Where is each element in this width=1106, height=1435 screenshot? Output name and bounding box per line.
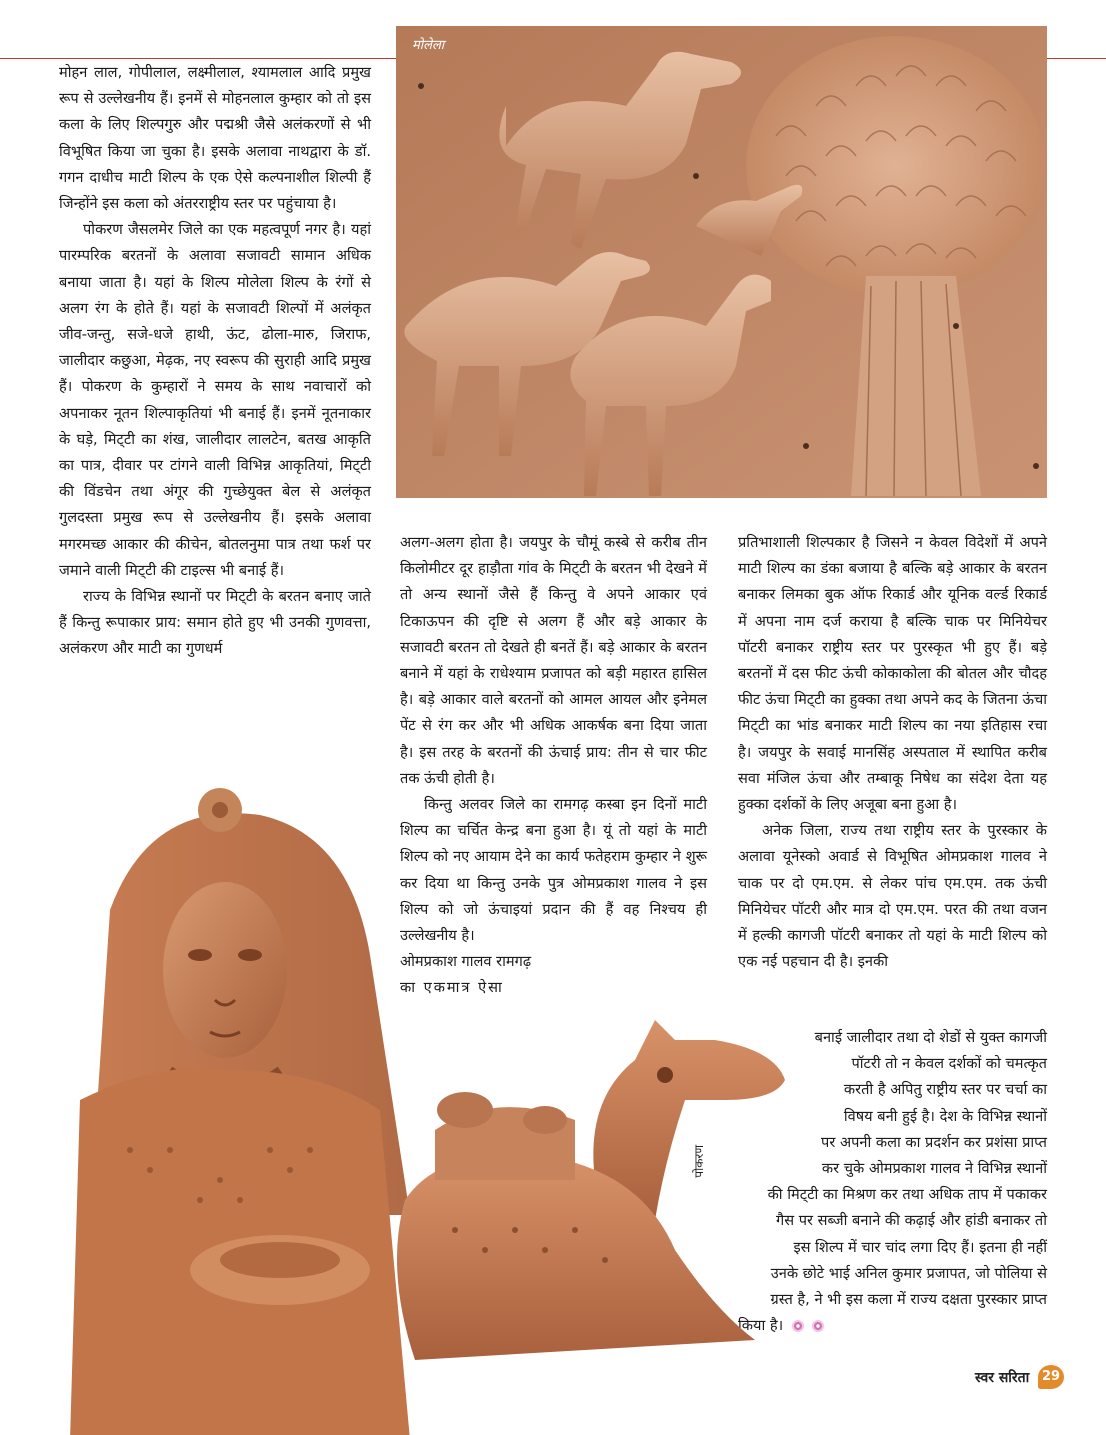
woman-statue-photo [20,770,440,1435]
molela-relief-photo [396,26,1047,498]
camel-statue-illustration [395,1000,790,1385]
flower-ornament-icon [792,1320,804,1332]
header-rule-right [1047,58,1106,59]
wrap-line: पॉटरी तो न केवल दर्शकों को चमत्कृत [851,1055,1047,1073]
column-2 [400,530,707,1002]
wrap-line: विषय बनी हुई है। देश के विभिन्न स्थानों [843,1107,1047,1125]
wrap-line: पर अपनी कला का प्रदर्शन कर प्रशंसा प्राप्त [821,1133,1047,1151]
camel-caption: पोकरण [692,1145,706,1178]
col2-paragraph-2: किन्तु अलवर जिले का रामगढ़ कस्बा इन दिनों माटी शिल्प का चर्चित केन्द्र बना हुआ है। यूं तो यहां के माटी शिल्प को नए आयाम देने का कार्य फतेहराम कुम्हार ने शुरू कर दिया था किन्तु उनके पुत्र ओमप्रकाश गालव ने इस शिल्प को जो ऊंचाइयां प्रदान की हैं वह निश्चय ही उल्लेखनीय है। [400,796,707,945]
camel-statue-photo [395,1000,790,1385]
col2-paragraph-1: अलग-अलग होता है। जयपुर के चौमूं कस्बे से करीब तीन किलोमीटर दूर हाड़ौता गांव के मिट्‌टी के बरतन भी देखने में तो अन्य स्थानों जैसे हैं किन्तु वे अपने आकार एवं टिकाऊपन की दृष्टि से अलग हैं और बड़े आकार के सजावटी बरतन तो देखते ही बनतें हैं। बड़े आकार के बरतन बनाने में यहां के राधेश्याम प्रजापत को बड़ी महारत हासिल है। बड़े आकार वाले बरतनों को आमल आयल और इनेमल पेंट से रंग कर और भी अधिक आकर्षक बना दिया जाता है। इस तरह के बरतनों की ऊंचाई प्राय: तीन से चार फीट तक ऊंची होती है। [400,534,707,787]
col1-paragraph-3: राज्य के विभिन्न स्थानों पर मिट्‌टी के बरतन बनाए जाते हैं किन्तु रूपाकार प्राय: समान होते हुए भी उनकी गुणवत्ता, अलंकरण और माटी का गुणधर्म [59,588,371,658]
col1-paragraph-1: मोहन लाल, गोपीलाल, लक्ष्मीलाल, श्यामलाल आदि प्रमुख रूप से उल्लेखनीय हैं। इनमें से मोहनलाल कुम्हार को तो इस कला के लिए शिल्पगुरु और पद्मश्री जैसे अलंकरणों से भी विभूषित किया जा चुका है। इसके अलावा नाथद्वारा के डॉ. गगन दाधीच माटी शिल्प के एक ऐसे कल्पनाशील शिल्पी हैं जिन्होंने इस कला को अंतरराष्ट्रीय स्तर पर पहुंचाया है। [59,64,371,213]
wrap-line: इस शिल्प में चार चांद लगा दिए हैं। इतना ही नहीं [793,1238,1047,1256]
wrap-line: करती है अपितु राष्ट्रीय स्तर पर चर्चा का [843,1081,1047,1099]
column-1 [59,60,371,663]
wrap-line: गैस पर सब्जी बनाने की कढ़ाई और हांडी बनाकर तो [776,1212,1047,1230]
woman-statue-illustration [20,770,440,1435]
col2-paragraph-3b: का एकमात्र ऐसा [400,979,504,997]
col3-paragraph-1: प्रतिभाशाली शिल्पकार है जिसने न केवल विदेशों में अपने माटी शिल्प का डंका बजाया है बल्कि बड़े आकार के बरतन बनाकर लिमका बुक ऑफ रिकार्ड और यूनिक वर्ल्ड रिकार्ड में अपना नाम दर्ज कराया है बल्कि चाक पर मिनियेचर पॉटरी बनाकर राष्ट्रीय स्तर पर पुरस्कृत भी हुए हैं। बड़े बरतनों में दस फीट ऊंची कोकाकोला की बोतल और चौदह फीट ऊंचा मिट्‌टी का हुक्का तथा अपने कद के जितना ऊंचा मिट्‌टी का भांड बनाकर माटी शिल्प का नया इतिहास रचा है। जयपुर के सवाई मानसिंह अस्पताल में स्थापित करीब सवा मंजिल ऊंचा और तम्बाकू निषेध का संदेश देता यह हुक्का दर्शकों के लिए अजूबा बना हुआ है। [738,534,1047,814]
col2-paragraph-3a: ओमप्रकाश गालव रामगढ़ [400,953,532,971]
magazine-title: स्वर सरिता [975,1370,1030,1386]
wrap-line: कर चुके ओमप्रकाश गालव ने विभिन्न स्थानों [821,1160,1047,1178]
page-number: 29 [1038,1365,1064,1389]
wrap-line-last: किया है। [738,1317,784,1335]
column-3 [738,530,1047,975]
wrap-line: ग्रस्त है, ने भी इस कला में राज्य दक्षता पुरस्कार प्राप्त [770,1291,1047,1309]
wrap-line: बनाई जालीदार तथा दो शेडों से युक्त कागजी [814,1029,1047,1046]
wrap-line: की मिट्‌टी का मिश्रण कर तथा अधिक ताप में पकाकर [767,1186,1047,1204]
col3-paragraph-2: अनेक जिला, राज्य तथा राष्ट्रीय स्तर के पुरस्कार के अलावा यूनेस्को अवार्ड से विभूषित ओमप्रकाश गालव ने चाक पर दो एम.एम. से लेकर पांच एम.एम. तक ऊंची मिनियेचर पॉटरी और मात्र दो एम.एम. परत की तथा वजन में हल्की कागजी पॉटरी बनाकर तो यहां के माटी शिल्प को एक नई पहचान दी है। इनकी [738,822,1047,971]
relief-illustration [396,26,1047,498]
wrap-line: उनके छोटे भाई अनिल कुमार प्रजापत, जो पोलिया से [770,1264,1047,1282]
relief-caption: मोलेला [412,38,445,53]
header-rule-left [0,58,396,59]
flower-ornament-icon [812,1320,824,1332]
col1-paragraph-2: पोकरण जैसलमेर जिले का एक महत्वपूर्ण नगर है। यहां पारम्परिक बरतनों के अलावा सजावटी सामान अधिक बनाया जाता है। यहां के शिल्प मोलेला शिल्प के रंगों से अलग रंग के होते हैं। यहां के सजावटी शिल्पों में अलंकृत जीव-जन्तु, सजे-धजे हाथी, ऊंट, ढोला-मारु, जिराफ, जालीदार कछुआ, मेढ़क, नए स्वरूप की सुराही आदि प्रमुख हैं। पोकरण के कुम्हारों ने समय के साथ नवाचारों को अपनाकर नूतन शिल्पाकृतियां भी बनाई हैं। इनमें नूतनाकार के घड़े, मिट्‌टी का शंख, जालीदार लालटेन, बतख आकृति का पात्र, दीवार पर टांगने वाली विभिन्न आकृतियां, मिट्‌टी की विंडचेन तथा अंगूर की गुच्छेयुक्त बेल से अलंकृत गुलदस्ता प्रमुख रूप से उल्लेखनीय हैं। इसके अलावा मगरमच्छ आकार की कीचेन, बोतलनुमा पात्र तथा फर्श पर जमाने वाली मिट्‌टी की टाइल्स भी बनाई हैं। [59,221,371,579]
